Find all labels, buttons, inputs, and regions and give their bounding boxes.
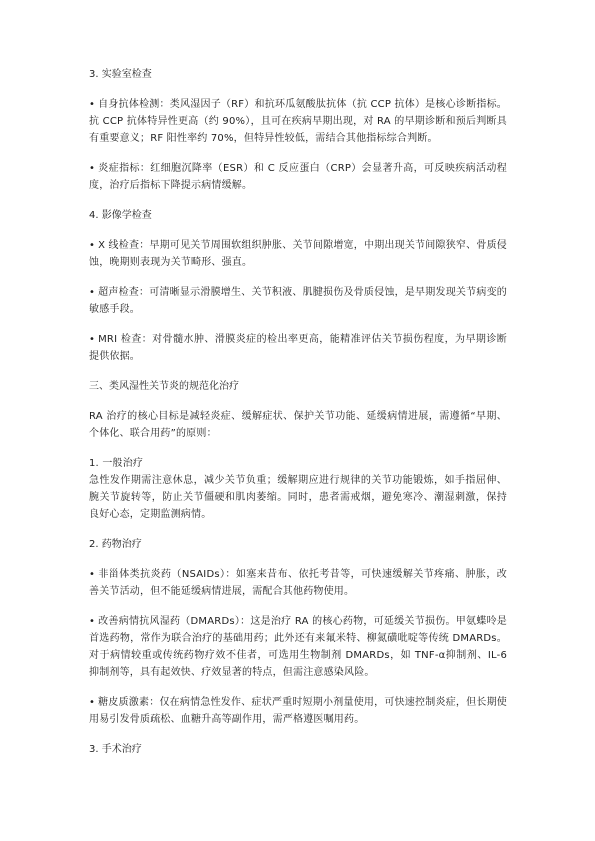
section-heading-imaging: 4. 影像学检查 xyxy=(89,210,152,221)
bullet-text: 糖皮质激素：仅在病情急性发作、症状严重时短期小剂量使用，可快速控制炎症，但长期使用易引发骨质疏松、血糖升高等副作用，需严格遵医嘱用药。 xyxy=(89,697,507,725)
bullet-autoantibody xyxy=(89,96,507,147)
bullet-text: 改善病情抗风湿药（DMARDs）：这是治疗 RA 的核心药物，可延缓关节损伤。甲氨蝶呤是首选药物，常作为联合治疗的基础用药；此外还有来氟米特、柳氮磺吡啶等传统 DMARDs。对于病情较重或传统药物疗效不佳者，可选用生物制剂 DMARDs，如 TNF-α抑制剂、IL-6 抑制剂等，具有起效快、疗效显著的特点，但需注意感染风险。 xyxy=(89,616,507,678)
bullet-ultrasound xyxy=(89,284,507,318)
bullet-glucocorticoids xyxy=(89,694,507,728)
bullet-mri xyxy=(89,331,507,365)
paragraph-general-treatment xyxy=(89,455,507,523)
bullet-marker: • xyxy=(89,240,96,251)
bullet-marker: • xyxy=(89,616,96,627)
bullet-text: 超声检查：可清晰显示滑膜增生、关节积液、肌腱损伤及骨质侵蚀，是早期发现关节病变的敏感手段。 xyxy=(89,287,507,315)
section-heading-drug-therapy: 2. 药物治疗 xyxy=(89,539,142,550)
bullet-inflammation-markers xyxy=(89,160,507,194)
section-heading-lab-tests: 3. 实验室检查 xyxy=(89,69,152,80)
bullet-text: 非甾体类抗炎药（NSAIDs）：如塞来昔布、依托考昔等，可快速缓解关节疼痛、肿胀，改善关节活动，但不能延缓病情进展，需配合其他药物使用。 xyxy=(89,569,507,597)
bullet-text: X 线检查：早期可见关节周围软组织肿胀、关节间隙增宽，中期出现关节间隙狭窄、骨质侵蚀，晚期则表现为关节畸形、强直。 xyxy=(89,240,507,268)
bullet-nsaids xyxy=(89,566,507,600)
document-content xyxy=(89,66,507,758)
paragraph-treatment-goals: RA 治疗的核心目标是减轻炎症、缓解症状、保护关节功能、延缓病情进展，需遵循“早期、个体化、联合用药”的原则： xyxy=(89,411,507,439)
bullet-marker: • xyxy=(89,334,96,345)
bullet-text: 炎症指标：红细胞沉降率（ESR）和 C 反应蛋白（CRP）会显著升高，可反映疾病活动程度，治疗后指标下降提示病情缓解。 xyxy=(89,163,507,191)
paragraph-text: 急性发作期需注意休息，减少关节负重；缓解期应进行规律的关节功能锻炼，如手指屈伸、腕关节旋转等，防止关节僵硬和肌肉萎缩。同时，患者需戒烟，避免寒冷、潮湿刺激，保持良好心态，定期监测病情。 xyxy=(89,475,507,520)
bullet-text: 自身抗体检测：类风湿因子（RF）和抗环瓜氨酸肽抗体（抗 CCP 抗体）是核心诊断指标。抗 CCP 抗体特异性更高（约 90%），且可在疾病早期出现，对 RA 的早期诊断和预后判断具有重要意义；RF 阳性率约 70%，但特异性较低，需结合其他指标综合判断。 xyxy=(89,99,507,144)
bullet-marker: • xyxy=(89,287,96,298)
bullet-xray xyxy=(89,237,507,271)
chapter-heading-treatment: 三、类风湿性关节炎的规范化治疗 xyxy=(89,381,239,392)
bullet-marker: • xyxy=(89,163,96,174)
bullet-marker: • xyxy=(89,99,96,110)
bullet-marker: • xyxy=(89,569,96,580)
bullet-marker: • xyxy=(89,697,96,708)
bullet-text: MRI 检查：对骨髓水肿、滑膜炎症的检出率更高，能精准评估关节损伤程度，为早期诊断提供依据。 xyxy=(89,334,507,362)
subheading-general-treatment: 1. 一般治疗 xyxy=(89,458,144,469)
bullet-dmards xyxy=(89,613,507,681)
section-heading-surgery: 3. 手术治疗 xyxy=(89,744,142,755)
